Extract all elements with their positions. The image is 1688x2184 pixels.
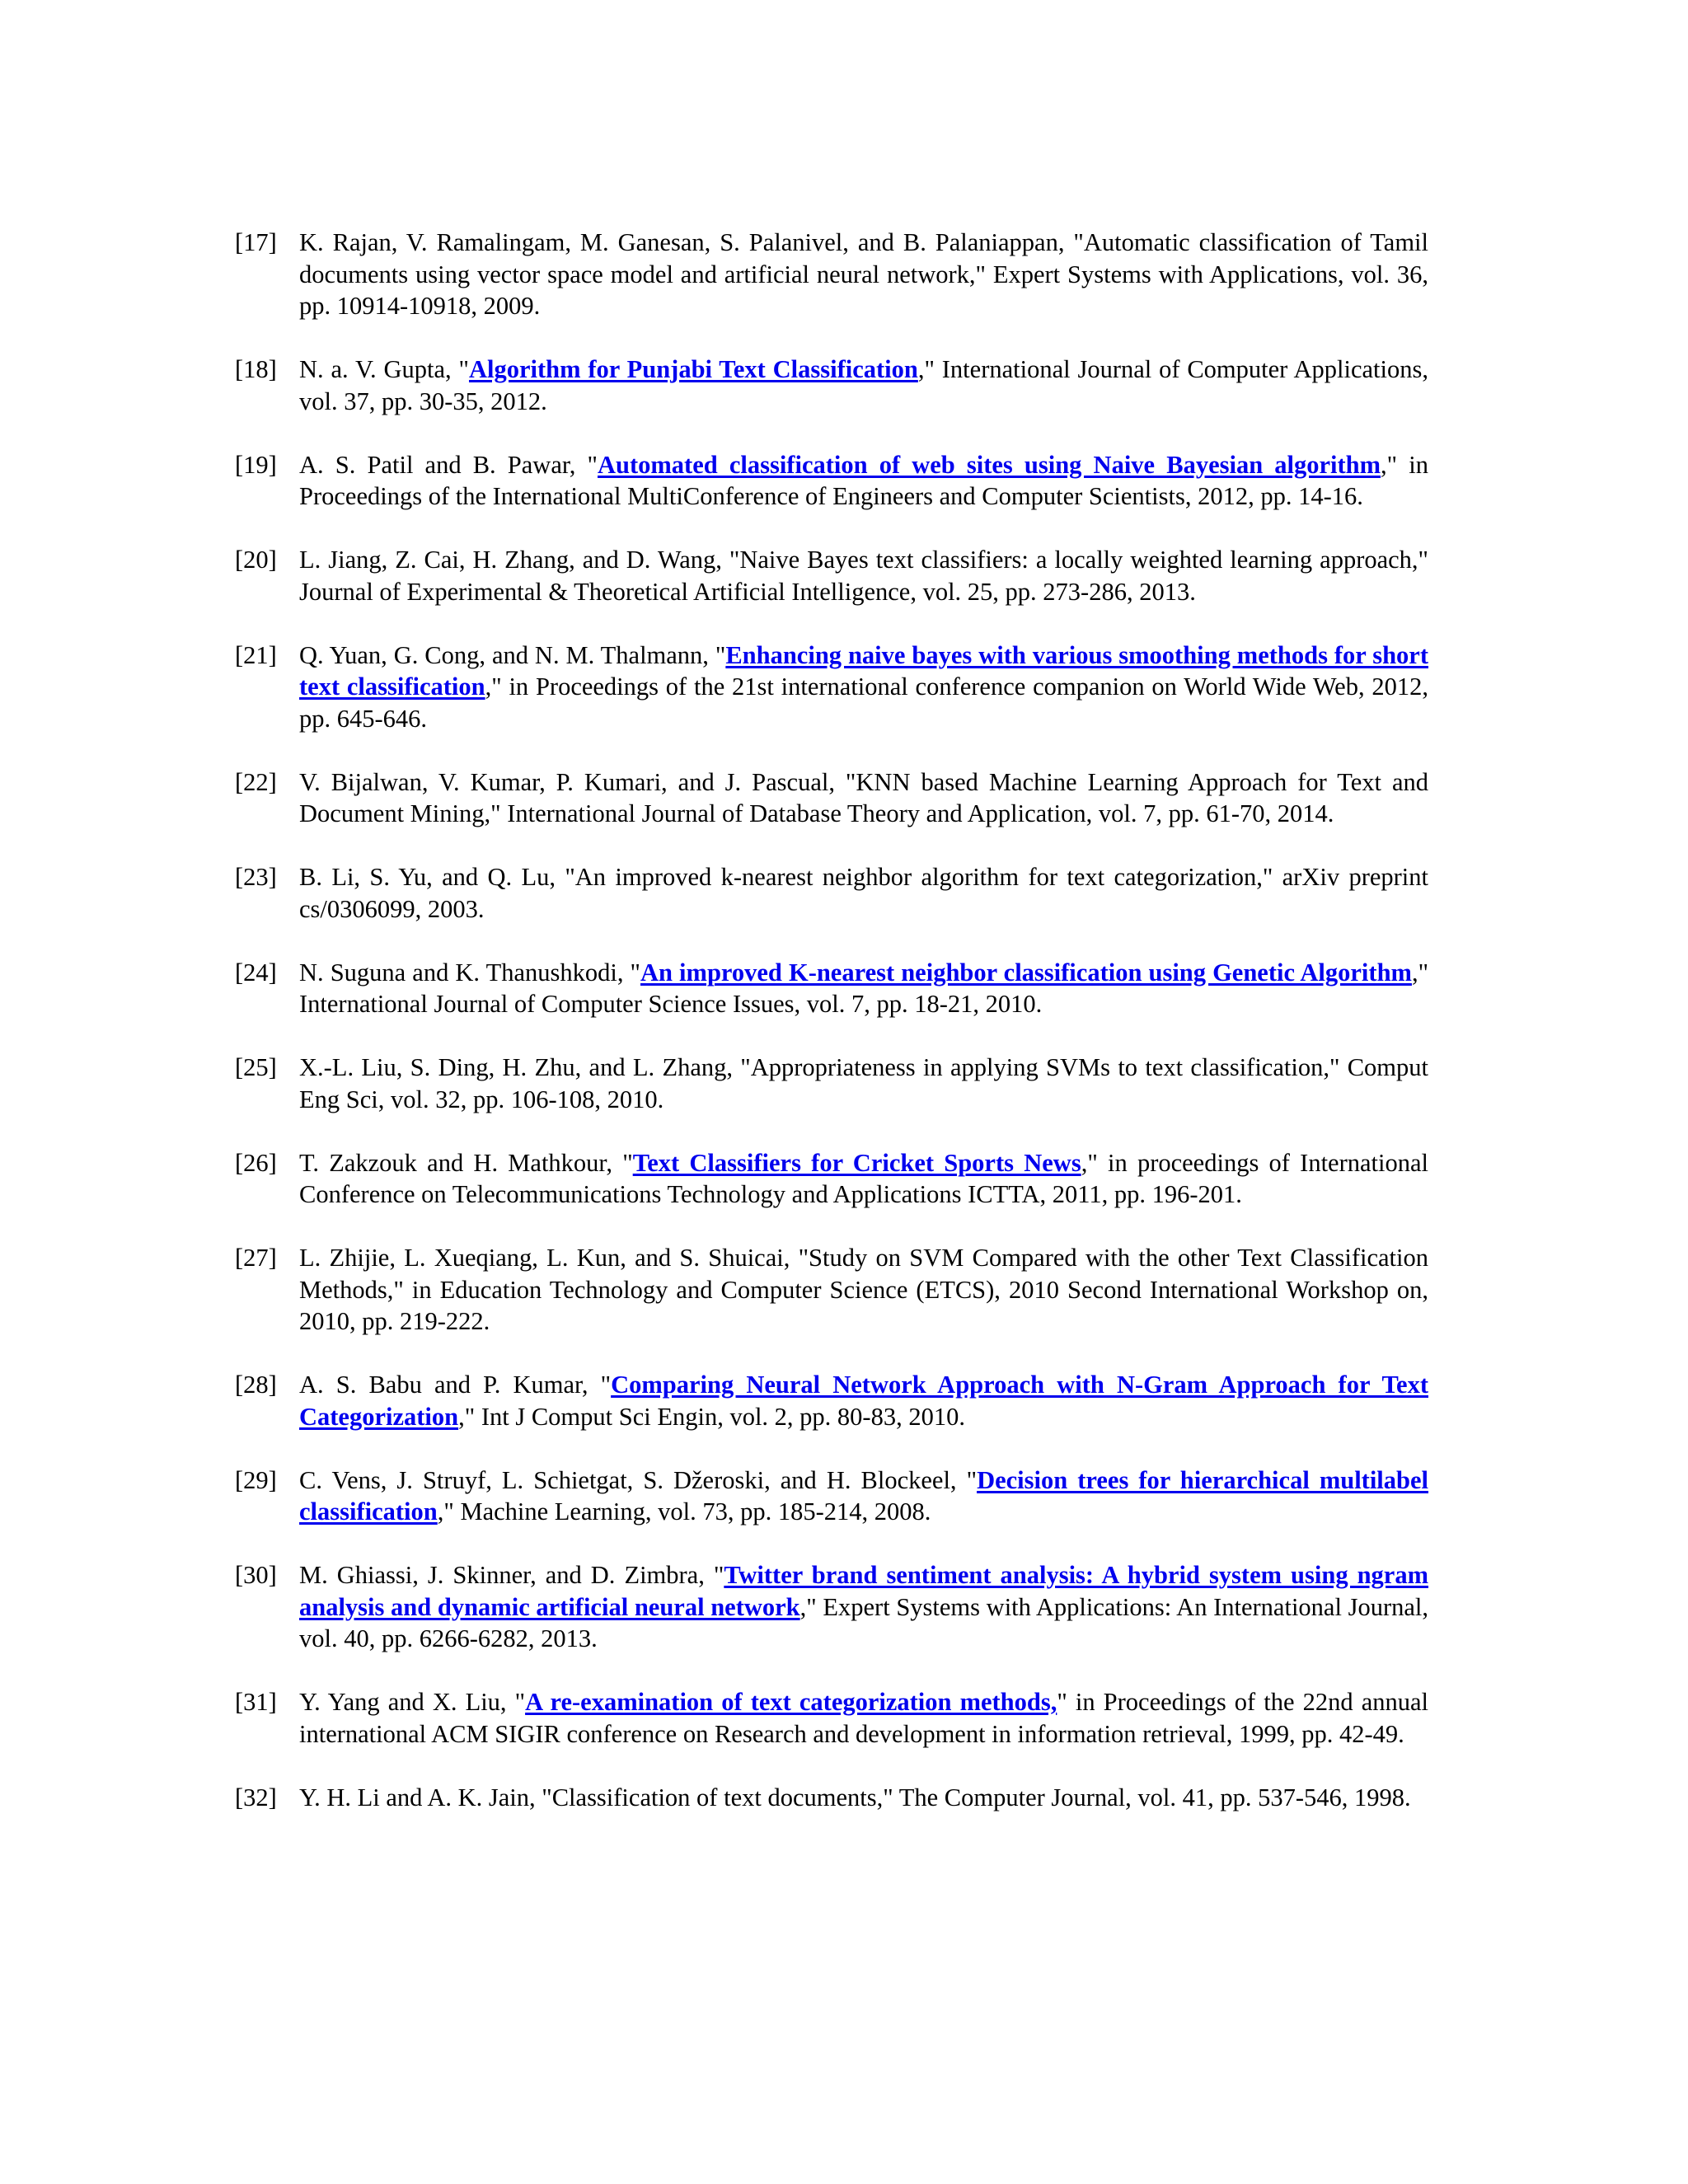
reference-text-pre: Y. Yang and X. Liu, " xyxy=(299,1688,526,1716)
reference-text xyxy=(299,544,1428,607)
reference-text-post: ," Machine Learning, vol. 73, pp. 185-214, 2008. xyxy=(437,1497,931,1526)
reference-text-pre: L. Jiang, Z. Cai, H. Zhang, and D. Wang, "Naive Bayes text classifiers: a locally weighted learning approach," Journal of Experimental & Theoretical Artificial Intelligence, vol. 25, pp. 273-286, 2013. xyxy=(299,546,1428,606)
reference-text-post: ," Int J Comput Sci Engin, vol. 2, pp. 80-83, 2010. xyxy=(458,1402,965,1431)
reference-link[interactable]: Decision trees for hierarchical multilabel classification xyxy=(299,1465,1429,1526)
reference-text xyxy=(299,957,1428,1020)
reference-text xyxy=(299,1242,1428,1338)
reference-item xyxy=(235,1052,1428,1115)
reference-text-pre: A. S. Patil and B. Pawar, " xyxy=(299,450,598,479)
reference-text xyxy=(299,1686,1428,1750)
reference-text xyxy=(299,766,1428,830)
reference-text-pre: X.-L. Liu, S. Ding, H. Zhu, and L. Zhang, "Appropriateness in applying SVMs to text classification," Comput Eng Sci, vol. 32, pp. 106-108, 2010. xyxy=(299,1053,1428,1113)
reference-item xyxy=(235,544,1428,607)
reference-link[interactable]: Automated classification of web sites using Naive Bayesian algorithm xyxy=(598,450,1381,479)
reference-item xyxy=(235,1782,1428,1814)
reference-text xyxy=(299,1559,1428,1655)
reference-item xyxy=(235,861,1428,925)
reference-item xyxy=(235,1465,1428,1528)
reference-number: [20] xyxy=(235,546,277,574)
reference-number: [23] xyxy=(235,863,277,891)
reference-number: [29] xyxy=(235,1465,277,1494)
reference-item xyxy=(235,957,1428,1020)
reference-text-pre: Q. Yuan, G. Cong, and N. M. Thalmann, " xyxy=(299,640,726,669)
reference-text xyxy=(299,861,1428,925)
reference-item xyxy=(235,449,1428,513)
reference-item xyxy=(235,227,1428,322)
reference-number: [26] xyxy=(235,1148,277,1177)
reference-text xyxy=(299,1052,1428,1115)
reference-text-post: ," International Journal of Computer Science Issues, vol. 7, pp. 18-21, 2010. xyxy=(299,958,1429,1018)
reference-text-pre: M. Ghiassi, J. Skinner, and D. Zimbra, " xyxy=(299,1561,724,1589)
reference-text xyxy=(299,1147,1428,1211)
reference-number: [28] xyxy=(235,1371,277,1399)
reference-text-post: ," Expert Systems with Applications: An International Journal, vol. 40, pp. 6266-6282, 2013. xyxy=(299,1592,1428,1652)
reference-link[interactable]: Enhancing naive bayes with various smoothing methods for short text classification xyxy=(299,640,1428,701)
reference-text-post: ," in proceedings of International Conference on Telecommunications Technology and Applications ICTTA, 2011, pp. 196-201. xyxy=(299,1148,1428,1208)
reference-text-pre: V. Bijalwan, V. Kumar, P. Kumari, and J. Pascual, "KNN based Machine Learning Approach for Text and Document Mining," International Journal of Database Theory and Application, vol. 7, pp. 61-70, 2014. xyxy=(299,767,1428,827)
reference-item xyxy=(235,1369,1428,1432)
reference-text-pre: N. a. V. Gupta, " xyxy=(299,355,469,383)
reference-link[interactable]: A re-examination of text categorization methods, xyxy=(525,1688,1057,1716)
reference-text xyxy=(299,449,1428,513)
reference-item xyxy=(235,1147,1428,1211)
reference-number: [18] xyxy=(235,355,277,383)
reference-link[interactable]: Comparing Neural Network Approach with N-Gram Approach for Text Categorization xyxy=(299,1371,1428,1431)
reference-item xyxy=(235,640,1428,735)
reference-text xyxy=(299,1465,1428,1528)
reference-text-post: ," in Proceedings of the 21st international conference companion on World Wide Web, 2012, pp. 645-646. xyxy=(299,673,1428,733)
reference-list xyxy=(235,227,1428,1845)
reference-text-pre: C. Vens, J. Struyf, L. Schietgat, S. Džeroski, and H. Blockeel, " xyxy=(299,1465,978,1494)
reference-link[interactable]: An improved K-nearest neighbor classification using Genetic Algorithm xyxy=(640,958,1412,987)
reference-text-pre: N. Suguna and K. Thanushkodi, " xyxy=(299,958,640,987)
reference-text xyxy=(299,640,1428,735)
reference-item xyxy=(235,766,1428,830)
reference-text-pre: B. Li, S. Yu, and Q. Lu, "An improved k-nearest neighbor algorithm for text categorization," arXiv preprint cs/0306099, 2003. xyxy=(299,863,1428,923)
reference-number: [25] xyxy=(235,1053,277,1081)
reference-text-pre: T. Zakzouk and H. Mathkour, " xyxy=(299,1148,633,1177)
reference-text-pre: L. Zhijie, L. Xueqiang, L. Kun, and S. Shuicai, "Study on SVM Compared with the other Text Classification Methods," in Education Technology and Computer Science (ETCS), 2010 Second International Workshop on, 2010, pp. 219-222. xyxy=(299,1244,1428,1335)
reference-item xyxy=(235,1559,1428,1655)
reference-number: [21] xyxy=(235,640,277,669)
reference-text-post: ," International Journal of Computer Applications, vol. 37, pp. 30-35, 2012. xyxy=(299,355,1428,415)
reference-link[interactable]: Text Classifiers for Cricket Sports News xyxy=(632,1148,1081,1177)
reference-link[interactable]: Twitter brand sentiment analysis: A hybrid system using ngram analysis and dynamic artificial neural network xyxy=(299,1561,1428,1621)
reference-link[interactable]: Algorithm for Punjabi Text Classification xyxy=(468,355,918,383)
reference-number: [19] xyxy=(235,450,277,479)
reference-item xyxy=(235,1686,1428,1750)
reference-number: [22] xyxy=(235,767,277,796)
reference-item xyxy=(235,1242,1428,1338)
reference-number: [30] xyxy=(235,1561,277,1589)
reference-text xyxy=(299,1369,1428,1432)
reference-item xyxy=(235,354,1428,417)
reference-number: [27] xyxy=(235,1244,277,1272)
reference-number: [32] xyxy=(235,1783,277,1811)
reference-number: [31] xyxy=(235,1688,277,1716)
reference-text xyxy=(299,354,1428,417)
reference-number: [24] xyxy=(235,958,277,987)
reference-text-post: " in Proceedings of the 22nd annual international ACM SIGIR conference on Research and development in information retrieval, 1999, pp. 42-49. xyxy=(299,1688,1428,1748)
reference-text-pre: A. S. Babu and P. Kumar, " xyxy=(299,1371,612,1399)
reference-number: [17] xyxy=(235,228,277,256)
reference-text xyxy=(299,1782,1428,1814)
reference-text-post: ," in Proceedings of the International MultiConference of Engineers and Computer Scientists, 2012, pp. 14-16. xyxy=(299,450,1428,510)
reference-text-pre: K. Rajan, V. Ramalingam, M. Ganesan, S. Palanivel, and B. Palaniappan, "Automatic classification of Tamil documents using vector space model and artificial neural network," Expert Systems with Applications, vol. 36, pp. 10914-10918, 2009. xyxy=(299,228,1428,320)
reference-text xyxy=(299,227,1428,322)
reference-text-pre: Y. H. Li and A. K. Jain, "Classification of text documents," The Computer Journal, vol. 41, pp. 537-546, 1998. xyxy=(299,1783,1411,1811)
